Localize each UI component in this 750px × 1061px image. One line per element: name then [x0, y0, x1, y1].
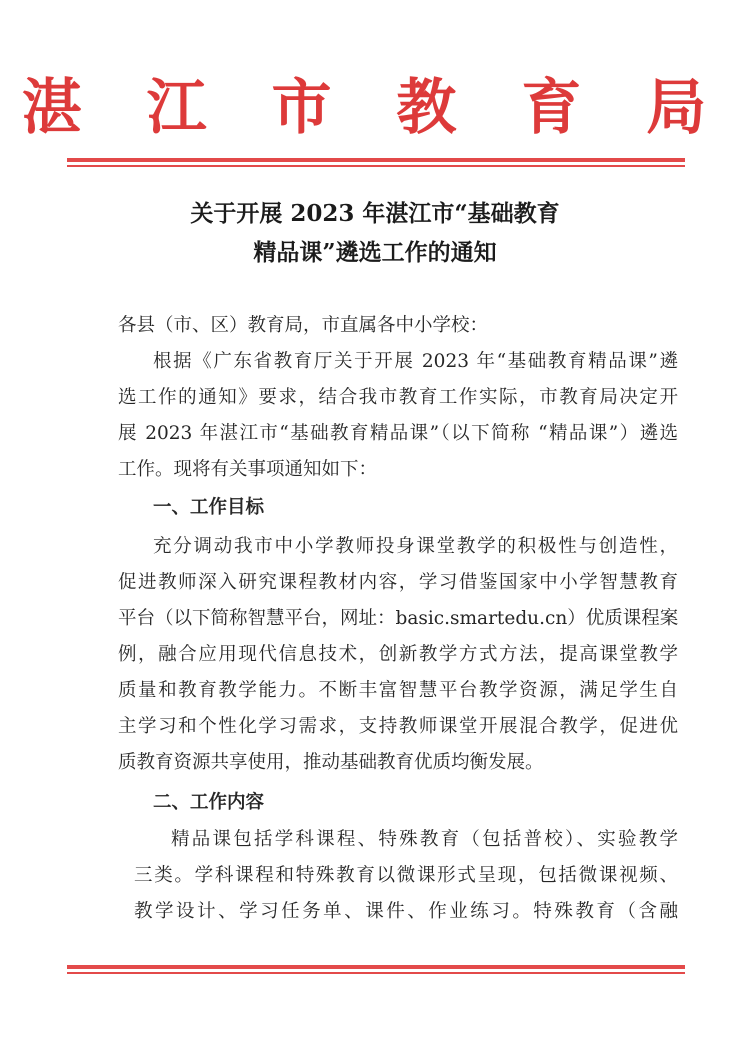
letterhead-rule-thin — [67, 165, 685, 167]
salutation: 各县（市、区）教育局，市直属各中小学校： — [118, 315, 489, 336]
section-heading-content: 二、工作内容 — [153, 792, 265, 813]
section1-line: 平台（以下简称智慧平台，网址：basic.smartedu.cn）优质课程案 — [118, 608, 678, 629]
document-title-line-1: 关于开展 2023 年湛江市“基础教育 — [190, 200, 560, 227]
section1-line: 例，融合应用现代信息技术，创新教学方式方法，提高课堂教学 — [118, 644, 678, 665]
intro-line: 选工作的通知》要求，结合我市教育工作实际，市教育局决定开 — [118, 387, 678, 408]
footer-rule-thick — [67, 965, 685, 969]
letterhead-rule-thick — [67, 158, 685, 162]
intro-line: 根据《广东省教育厅关于开展 2023 年“基础教育精品课”遴 — [153, 351, 678, 372]
section1-line: 充分调动我市中小学教师投身课堂教学的积极性与创造性， — [153, 536, 678, 557]
footer-rule-thin — [67, 972, 685, 974]
section1-line: 质教育资源共享使用，推动基础教育优质均衡发展。 — [118, 752, 544, 773]
letterhead-org-name: 湛 江 市 教 育 局 — [21, 73, 729, 143]
section1-line: 主学习和个性化学习需求，支持教师课堂开展混合教学，促进优 — [118, 716, 678, 737]
intro-line: 展 2023 年湛江市“基础教育精品课”（以下简称 “精品课”）遴选 — [118, 423, 678, 444]
section-heading-goals: 一、工作目标 — [153, 497, 265, 518]
section2-line: 精品课包括学科课程、特殊教育（包括普校）、实验教学 — [171, 829, 678, 850]
section2-line: 三类。学科课程和特殊教育以微课形式呈现，包括微课视频、 — [134, 865, 678, 886]
section1-line: 促进教师深入研究课程教材内容，学习借鉴国家中小学智慧教育 — [118, 572, 678, 593]
document-title-line-2: 精品课”遴选工作的通知 — [253, 239, 497, 266]
section2-line: 教学设计、学习任务单、课件、作业练习。特殊教育（含融 — [134, 901, 678, 922]
intro-line: 工作。现将有关事项通知如下： — [118, 459, 378, 480]
section1-line: 质量和教育教学能力。不断丰富智慧平台教学资源，满足学生自 — [118, 680, 678, 701]
